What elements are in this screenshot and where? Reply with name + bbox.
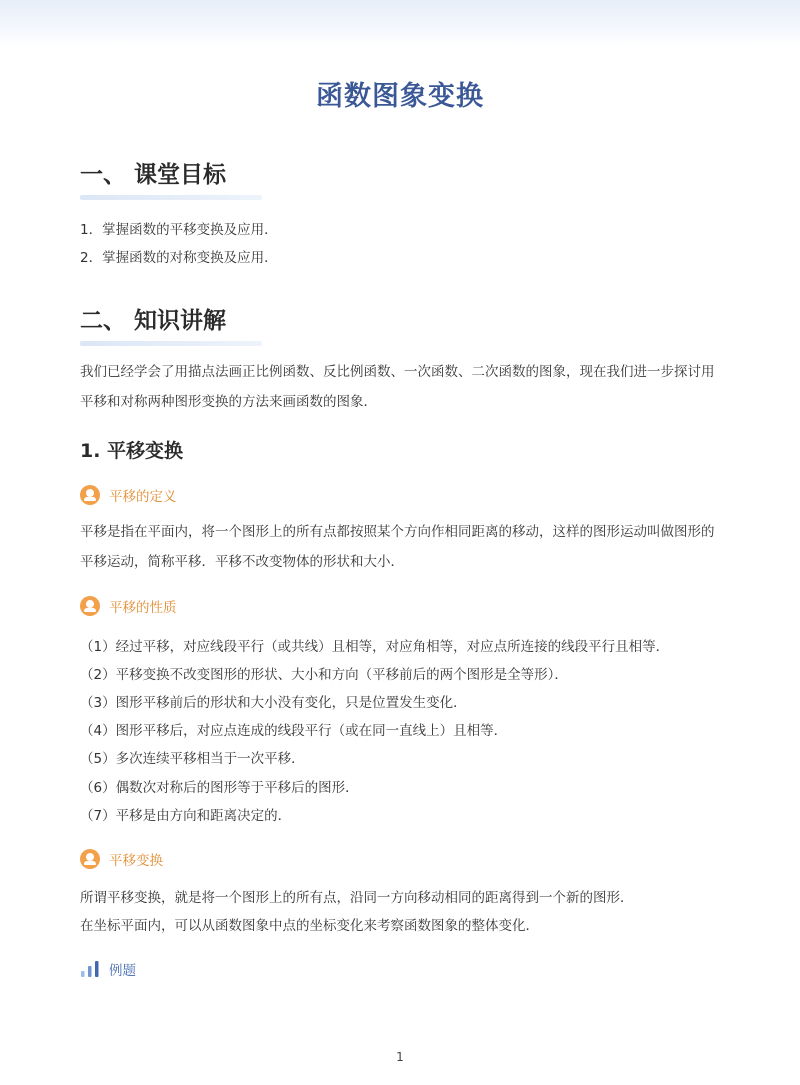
page-title: 函数图象变换 — [316, 81, 484, 112]
goal-item: 1．掌握函数的平移变换及应用． — [80, 222, 278, 238]
person-badge-icon — [80, 485, 100, 505]
bar-chart-icon — [80, 960, 100, 978]
person-badge-icon — [80, 849, 100, 869]
goal-item: 2．掌握函数的对称变换及应用． — [80, 250, 278, 266]
tag-transform — [80, 848, 163, 870]
property-item: （5）多次连续平移相当于一次平移． — [80, 751, 305, 767]
transform-line: 所谓平移变换，就是将一个图形上的所有点，沿同一方向移动相同的距离得到一个新的图形． — [80, 890, 634, 906]
property-item: （1）经过平移，对应线段平行（或共线）且相等，对应角相等，对应点所连接的线段平行且相等． — [80, 639, 670, 655]
tag-label: 平移的定义 — [109, 489, 177, 505]
tag-properties — [80, 595, 177, 617]
property-item: （3）图形平移前后的形状和大小没有变化，只是位置发生变化． — [80, 695, 467, 711]
section-underline — [80, 195, 262, 200]
section-underline — [80, 341, 262, 346]
subsection-heading: 1. 平移变换 — [80, 440, 184, 462]
intro-paragraph: 我们已经学会了用描点法画正比例函数、反比例函数、一次函数、二次函数的图象，现在我们进一步探讨用平移和对称两种图形变换的方法来画函数的图象． — [80, 364, 715, 410]
header-band — [0, 0, 800, 48]
tag-label: 平移变换 — [109, 853, 163, 869]
person-badge-icon — [80, 596, 100, 616]
section-heading-goals: 一、 课堂目标 — [80, 162, 227, 188]
property-item: （4）图形平移后，对应点连成的线段平行（或在同一直线上）且相等． — [80, 723, 508, 739]
transform-line: 在坐标平面内，可以从函数图象中点的坐标变化来考察函数图象的整体变化． — [80, 918, 539, 934]
property-item: （7）平移是由方向和距离决定的． — [80, 808, 292, 824]
tag-definition — [80, 484, 177, 506]
example-label: 例题 — [109, 963, 136, 979]
section-heading-knowledge: 二、 知识讲解 — [80, 308, 227, 334]
property-item: （2）平移变换不改变图形的形状、大小和方向（平移前后的两个图形是全等形）． — [80, 667, 568, 683]
page-number: 1 — [396, 1050, 404, 1064]
definition-paragraph: 平移是指在平面内，将一个图形上的所有点都按照某个方向作相同距离的移动，这样的图形运动叫做图形的平移运动，简称平移．平移不改变物体的形状和大小． — [80, 524, 715, 570]
tag-label: 平移的性质 — [109, 600, 177, 616]
property-item: （6）偶数次对称后的图形等于平移后的图形． — [80, 780, 359, 796]
example-heading — [80, 958, 136, 980]
